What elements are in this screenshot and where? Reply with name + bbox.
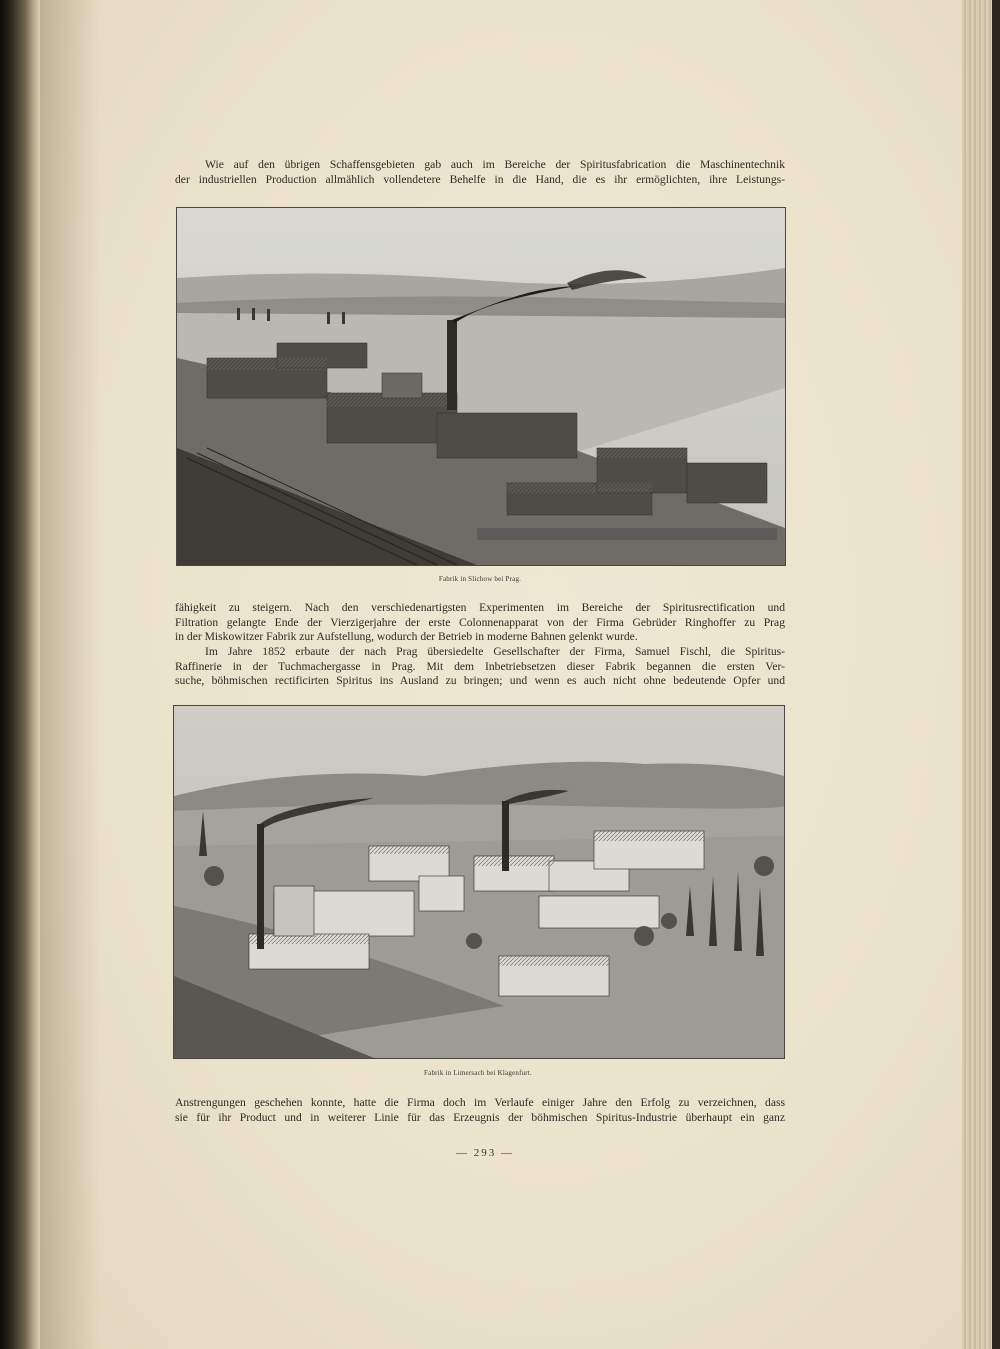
figure-2-caption: Fabrik in Limersach bei Klagenfurt. [424,1069,532,1077]
gutter-shadow [40,0,100,1349]
text-line: Wie auf den übrigen Schaffensgebieten gab auch im Bereiche der Spiritusfabrication die Maschinentechnik [205,158,785,171]
background-edge [992,0,1000,1349]
text-line: Anstrengungen geschehen konnte, hatte die Firma doch im Verlaufe einiger Jahre den Erfolg zu verzeichnen, dass [175,1096,785,1109]
paragraph-1 [175,158,785,187]
text-line: Filtration gelangte Ende der Vierzigerjahre der erste Colonnenapparat von der Firma Gebrüder Ringhoffer zu Prag [175,615,785,629]
paragraph-4 [175,1096,785,1125]
text-line: sie für ihr Product und in weiterer Linie für das Erzeugnis der böhmischen Spiritus-Industrie überhaupt ein ganz [175,1110,785,1124]
text-line: Im Jahre 1852 erbaute der nach Prag übersiedelte Gesellschafter der Firma, Samuel Fischl, die Spiritus- [205,645,785,658]
text-line: in der Miskowitzer Fabrik zur Aufstellung, wodurch der Betrieb in moderne Bahnen gelenkt wurde. [175,630,638,644]
illustration-factory-limersach [173,705,785,1059]
illustration-factory-slichow [176,207,786,566]
book-spine [0,0,40,1349]
paragraph-3 [175,645,785,689]
text-line: der industriellen Production allmählich vollendetere Behelfe in die Hand, die es ihr ermöglichten, ihre Leistungs- [175,172,785,186]
text-line: suche, böhmischen rectificirten Spiritus ins Ausland zu bringen; und wenn es auch nicht ohne bedeutende Opfer und [175,674,785,688]
figure-1-caption: Fabrik in Slichow bei Prag. [438,575,522,583]
text-line: Raffinerie in der Tuchmachergasse in Prag. Mit dem Inbetriebsetzen dieser Fabrik begannen die ersten Ver- [175,659,785,673]
text-line: fähigkeit zu steigern. Nach den verschiedenartigsten Experimenten im Bereiche der Spiritusrectification und [175,601,785,614]
page-number: — 293 — [456,1147,514,1159]
paragraph-2 [175,601,785,645]
